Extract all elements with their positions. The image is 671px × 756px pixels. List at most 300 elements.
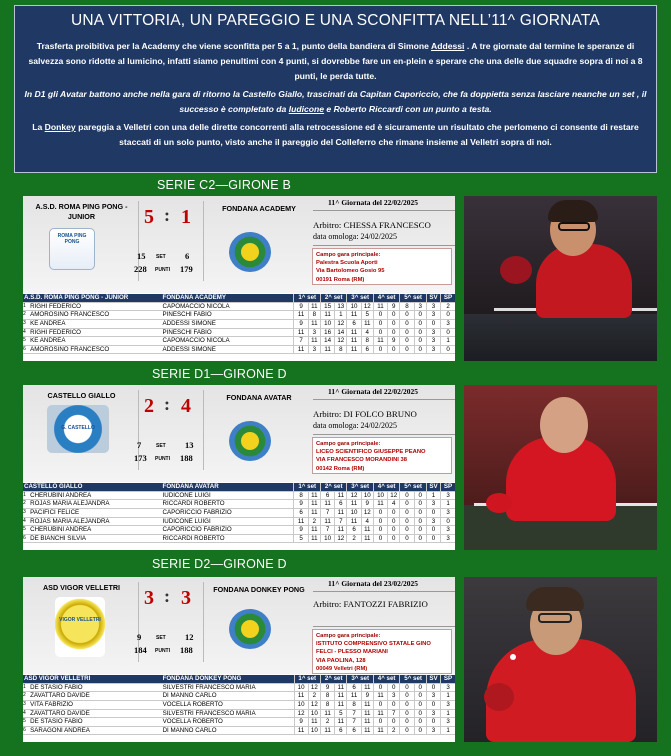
set-score: 8	[320, 692, 334, 701]
set-score: 0	[400, 692, 414, 701]
set-score: 0	[414, 508, 426, 517]
set-score: 14	[320, 337, 334, 346]
set-score: 8	[320, 700, 334, 709]
set-score: 11	[361, 319, 373, 328]
set-score: 6	[347, 726, 361, 735]
set-score: 0	[373, 517, 387, 526]
sets-won: 0	[426, 508, 440, 517]
set-score: 8	[347, 700, 361, 709]
home-player: DE BIANCHI SILVIA	[29, 534, 161, 543]
sets-lost: 3	[441, 526, 455, 535]
set-score: 10	[320, 319, 334, 328]
set-score: 11	[294, 345, 308, 354]
row-index: 5	[23, 337, 29, 346]
page-title: UNA VITTORIA, UN PAREGGIO E UNA SCONFITTA NELL’11^ GIORNATA	[71, 12, 600, 29]
sets-lost: 3	[441, 508, 455, 517]
col-away-team: FONDANA DONKEY PONG	[162, 675, 294, 683]
col-away-team: FONDANA AVATAR	[162, 483, 294, 491]
venue-line: 00049 Velletri (RM)	[316, 665, 368, 672]
set-score: 11	[361, 709, 373, 718]
sets-lost: 1	[441, 337, 455, 346]
set-score: 0	[388, 534, 400, 543]
away-player: IUDICONE LUIGI	[162, 517, 294, 526]
set-score: 8	[335, 345, 347, 354]
set-score: 6	[320, 491, 334, 500]
col-header: 1^ set	[294, 675, 320, 683]
set-score: 0	[373, 345, 387, 354]
set-score: 9	[320, 683, 334, 692]
sets-lost: 1	[441, 500, 455, 509]
match-card	[23, 385, 455, 550]
set-score: 6	[347, 683, 361, 692]
col-away-team: FONDANA ACADEMY	[162, 294, 294, 302]
set-score: 0	[400, 534, 414, 543]
set-score: 11	[373, 500, 387, 509]
table-row	[23, 337, 455, 346]
sets-won: 0	[426, 700, 440, 709]
set-score: 0	[388, 508, 400, 517]
row-index: 2	[23, 500, 29, 509]
col-header: 1^ set	[294, 483, 320, 491]
set-score: 11	[335, 491, 347, 500]
row-index: 1	[23, 302, 29, 311]
row-index: 3	[23, 700, 29, 709]
table-header	[23, 483, 455, 491]
away-player: CAPORICCIO FABRIZIO	[162, 526, 294, 535]
away-player: CAPOMACCIO NICOLA	[162, 337, 294, 346]
set-score: 11	[373, 337, 387, 346]
set-score: 0	[373, 328, 387, 337]
set-score: 0	[388, 328, 400, 337]
set-score: 0	[400, 526, 414, 535]
results-table	[23, 483, 455, 543]
table-row	[23, 508, 455, 517]
col-header: 3^ set	[347, 675, 373, 683]
sets-lost: 3	[441, 534, 455, 543]
set-score: 4	[388, 500, 400, 509]
set-score: 0	[414, 319, 426, 328]
away-player: ADDESSI SIMONE	[162, 345, 294, 354]
set-score: 3	[388, 692, 400, 701]
row-index: 1	[23, 491, 29, 500]
punti-label: PUNTI	[155, 267, 170, 273]
sets-won: 3	[426, 726, 440, 735]
referee: Arbitro: FANTOZZI FABRIZIO	[313, 599, 428, 609]
home-player: ZAVATTARO DAVIDE	[29, 692, 161, 701]
away-player: DI MANNO CARLO	[162, 692, 294, 701]
player-photo	[464, 577, 657, 742]
set-score: 11	[320, 726, 334, 735]
home-player: KE ANDREA	[29, 319, 161, 328]
away-score: 4	[181, 395, 191, 417]
row-index: 2	[23, 692, 29, 701]
set-score: 7	[335, 517, 347, 526]
sets-won: 3	[426, 709, 440, 718]
row-index: 4	[23, 328, 29, 337]
set-score: 0	[388, 345, 400, 354]
away-score: 3	[181, 587, 191, 609]
col-header: 3^ set	[347, 483, 373, 491]
set-score: 5	[294, 534, 308, 543]
away-player: SILVESTRI FRANCESCO MARIA	[162, 709, 294, 718]
set-score: 8	[400, 302, 414, 311]
set-score: 12	[294, 709, 308, 718]
set-score: 0	[414, 311, 426, 320]
row-index: 3	[23, 508, 29, 517]
set-score: 11	[294, 517, 308, 526]
sets-lost: 3	[441, 683, 455, 692]
set-score: 0	[400, 508, 414, 517]
away-sets: 13	[185, 440, 194, 450]
set-score: 0	[388, 517, 400, 526]
set-score: 11	[320, 709, 334, 718]
set-score: 11	[308, 718, 320, 727]
table-row	[23, 517, 455, 526]
match-summary	[23, 385, 455, 482]
col-header: SV	[426, 483, 440, 491]
col-header: 2^ set	[320, 483, 346, 491]
away-logo	[229, 421, 271, 461]
venue-label: Campo gara principale:	[316, 441, 381, 447]
set-score: 11	[335, 700, 347, 709]
row-index: 2	[23, 311, 29, 320]
set-score: 7	[320, 526, 334, 535]
away-team-name: FONDANA AVATAR	[226, 393, 292, 402]
sets-lost: 1	[441, 726, 455, 735]
set-score: 12	[308, 683, 320, 692]
set-score: 0	[373, 319, 387, 328]
set-score: 11	[320, 500, 334, 509]
set-score: 9	[294, 500, 308, 509]
punti-label: PUNTI	[155, 648, 170, 654]
away-player: ADDESSI SIMONE	[162, 319, 294, 328]
home-player: ROJAS MARIA ALEJANDRA	[29, 500, 161, 509]
table-row	[23, 328, 455, 337]
table-row	[23, 302, 455, 311]
set-score: 4	[361, 328, 373, 337]
set-score: 11	[335, 718, 347, 727]
set-score: 1	[335, 311, 347, 320]
set-score: 9	[361, 692, 373, 701]
sets-won: 3	[426, 302, 440, 311]
col-header: 5^ set	[400, 675, 426, 683]
col-header: SP	[441, 294, 455, 302]
set-score: 9	[294, 526, 308, 535]
set-label: SET	[156, 443, 166, 449]
row-index: 4	[23, 709, 29, 718]
set-score: 0	[373, 526, 387, 535]
sets-lost: 1	[441, 709, 455, 718]
away-team-name: FONDANA ACADEMY	[222, 204, 296, 213]
set-score: 0	[400, 337, 414, 346]
set-score: 14	[335, 328, 347, 337]
set-score: 9	[388, 337, 400, 346]
set-score: 0	[400, 345, 414, 354]
home-team-name: A.S.D. ROMA PING PONG - JUNIOR	[35, 202, 128, 221]
set-score: 12	[335, 337, 347, 346]
set-score: 0	[400, 718, 414, 727]
sets-lost: 2	[441, 302, 455, 311]
set-score: 0	[373, 718, 387, 727]
set-score: 6	[361, 345, 373, 354]
set-score: 10	[347, 508, 361, 517]
home-team-name: ASD VIGOR VELLETRI	[42, 583, 121, 592]
home-points: 184	[134, 645, 147, 655]
home-sets: 7	[137, 440, 142, 450]
home-player: ZAVATTARO DAVIDE	[29, 709, 161, 718]
set-score: 11	[373, 709, 387, 718]
sets-won: 3	[426, 328, 440, 337]
col-header: 5^ set	[400, 483, 426, 491]
set-score: 7	[347, 718, 361, 727]
set-score: 11	[294, 692, 308, 701]
home-logo: ROMA PING PONG	[49, 228, 95, 270]
results-table	[23, 294, 455, 354]
set-label: SET	[156, 254, 166, 260]
venue-box	[312, 629, 452, 674]
home-team-name: CASTELLO GIALLO	[47, 391, 116, 400]
set-score: 11	[308, 319, 320, 328]
col-header: SV	[426, 675, 440, 683]
home-player: AMOROSINO FRANCESCO	[29, 311, 161, 320]
away-score: 1	[181, 206, 191, 228]
col-home-team: ASD VIGOR VELLETRI	[23, 675, 162, 683]
table-header	[23, 294, 455, 302]
set-score: 9	[294, 718, 308, 727]
venue-label: Campo gara principale:	[316, 252, 381, 258]
set-score: 11	[320, 311, 334, 320]
set-score: 11	[320, 345, 334, 354]
sets-lost: 0	[441, 328, 455, 337]
set-score: 0	[400, 726, 414, 735]
home-player: ROJAS MARIA ALEJANDRA	[29, 517, 161, 526]
set-score: 0	[388, 700, 400, 709]
home-score: 5	[144, 206, 154, 228]
set-score: 0	[414, 726, 426, 735]
set-score: 12	[361, 508, 373, 517]
referee: Arbitro: CHESSA FRANCESCO	[313, 220, 431, 230]
row-index: 3	[23, 319, 29, 328]
set-score: 0	[388, 526, 400, 535]
match-summary	[23, 196, 455, 293]
away-player: SILVESTRI FRANCESCO MARIA	[162, 683, 294, 692]
score-separator: :	[164, 394, 170, 414]
away-points: 179	[180, 264, 193, 274]
table-row	[23, 319, 455, 328]
table-row	[23, 526, 455, 535]
away-sets: 6	[185, 251, 190, 261]
set-score: 0	[414, 683, 426, 692]
col-home-team: A.S.D. ROMA PING PONG - JUNIOR	[23, 294, 162, 302]
set-score: 10	[373, 491, 387, 500]
away-player: IUDICONE LUIGI	[162, 491, 294, 500]
set-score: 11	[347, 337, 361, 346]
set-score: 3	[308, 345, 320, 354]
set-score: 5	[335, 709, 347, 718]
home-player: RIGHI FEDERICO	[29, 328, 161, 337]
set-score: 0	[414, 534, 426, 543]
set-score: 8	[308, 311, 320, 320]
set-score: 5	[361, 311, 373, 320]
away-player: CAPOMACCIO NICOLA	[162, 302, 294, 311]
col-header: 4^ set	[373, 483, 399, 491]
set-score: 11	[308, 302, 320, 311]
set-score: 3	[308, 328, 320, 337]
set-score: 11	[361, 534, 373, 543]
table-row	[23, 692, 455, 701]
match-card	[23, 577, 455, 742]
set-score: 7	[347, 709, 361, 718]
sets-lost: 0	[441, 517, 455, 526]
match-card	[23, 196, 455, 361]
set-score: 11	[308, 508, 320, 517]
home-player: RIGHI FEDERICO	[29, 302, 161, 311]
set-score: 0	[373, 534, 387, 543]
set-score: 0	[373, 683, 387, 692]
set-score: 11	[308, 491, 320, 500]
set-score: 7	[320, 508, 334, 517]
away-player: PINESCHI FABIO	[162, 328, 294, 337]
away-points: 188	[180, 645, 193, 655]
set-score: 0	[414, 700, 426, 709]
set-score: 11	[373, 726, 387, 735]
row-index: 6	[23, 345, 29, 354]
set-score: 12	[361, 302, 373, 311]
set-score: 0	[388, 683, 400, 692]
sets-won: 1	[426, 491, 440, 500]
venue-line: ISTITUTO COMPRENSIVO STATALE GINO	[316, 641, 431, 648]
set-score: 11	[335, 526, 347, 535]
venue-line: VIA PAOLINA, 128	[316, 657, 366, 664]
col-header: SP	[441, 483, 455, 491]
table-row	[23, 534, 455, 543]
set-score: 11	[308, 526, 320, 535]
punti-label: PUNTI	[155, 456, 170, 462]
away-sets: 12	[185, 632, 194, 642]
set-score: 4	[361, 517, 373, 526]
set-score: 11	[361, 683, 373, 692]
section-title: SERIE D2—GIRONE D	[152, 557, 287, 571]
section-title: SERIE D1—GIRONE D	[152, 367, 287, 381]
home-player: DE STASIO FABIO	[29, 718, 161, 727]
paragraph-c2: Trasferta proibitiva per la Academy che viene sconfitta per 5 a 1, punto della bandiera di Simone Addessi . A tre giornate dal termine le speranze di salvezza sono ridotte al lumicino, infatti siamo penultimi con 4 punti, si dovrebbe fare un en-plein e sperare che una delle due squadre sopra di noi a 8 punti, le perda tutte.	[28, 41, 643, 81]
set-score: 2	[388, 726, 400, 735]
set-score: 2	[320, 718, 334, 727]
player-photo	[464, 196, 657, 361]
set-score: 10	[294, 700, 308, 709]
set-score: 12	[335, 534, 347, 543]
away-logo	[229, 609, 271, 649]
set-score: 0	[400, 517, 414, 526]
sets-won: 3	[426, 500, 440, 509]
venue-line: LICEO SCIENTIFICO GIUSEPPE PEANO	[316, 449, 426, 456]
row-index: 6	[23, 726, 29, 735]
col-header: SV	[426, 294, 440, 302]
sets-won: 3	[426, 345, 440, 354]
table-row	[23, 726, 455, 735]
set-score: 0	[414, 718, 426, 727]
set-score: 0	[400, 311, 414, 320]
home-points: 228	[134, 264, 147, 274]
set-score: 16	[320, 328, 334, 337]
set-score: 8	[361, 337, 373, 346]
table-header	[23, 675, 455, 683]
venue-box	[312, 437, 452, 474]
sets-won: 0	[426, 718, 440, 727]
player-photo	[464, 385, 657, 550]
set-score: 6	[335, 726, 347, 735]
col-header: 5^ set	[400, 294, 426, 302]
sets-won: 3	[426, 337, 440, 346]
set-score: 6	[347, 526, 361, 535]
set-score: 0	[400, 500, 414, 509]
venue-line: Via Bartolomeo Gosio 95	[316, 268, 385, 275]
set-score: 10	[294, 683, 308, 692]
home-player: AMOROSINO FRANCESCO	[29, 345, 161, 354]
omologa-date: data omologa: 24/02/2025	[313, 232, 397, 241]
set-score: 11	[294, 311, 308, 320]
set-score: 0	[414, 328, 426, 337]
set-score: 0	[414, 526, 426, 535]
sets-lost: 3	[441, 718, 455, 727]
set-score: 11	[335, 508, 347, 517]
home-sets: 9	[137, 632, 142, 642]
set-score: 0	[388, 311, 400, 320]
set-score: 11	[308, 534, 320, 543]
set-score: 11	[347, 345, 361, 354]
away-logo	[229, 232, 271, 272]
set-score: 12	[335, 319, 347, 328]
set-score: 11	[347, 311, 361, 320]
table-row	[23, 718, 455, 727]
section-title: SERIE C2—GIRONE B	[157, 178, 291, 192]
set-score: 15	[320, 302, 334, 311]
set-score: 2	[347, 534, 361, 543]
paragraph-d2: La Donkey pareggia a Velletri con una delle dirette concorrenti alla retrocessione ed è sicuramente un risultato che perlomeno ci consente di restare staccati di un solo punto, visto anche il pareggio del Colleferro che rimane insieme al Velletri sopra di noi.	[32, 122, 639, 147]
col-header: SP	[441, 675, 455, 683]
omologa-date: data omologa: 24/02/2025	[313, 421, 397, 430]
set-score: 9	[294, 319, 308, 328]
giornata-date: 11^ Giornata del 23/02/2025	[328, 579, 418, 588]
col-header: 3^ set	[347, 294, 373, 302]
set-score: 0	[400, 328, 414, 337]
venue-box	[312, 248, 452, 285]
sets-lost: 3	[441, 319, 455, 328]
sets-lost: 3	[441, 491, 455, 500]
set-score: 0	[414, 491, 426, 500]
table-row	[23, 500, 455, 509]
table-row	[23, 345, 455, 354]
set-score: 11	[308, 337, 320, 346]
venue-line: VIA FRANCESCO MORANDINI 38	[316, 457, 407, 464]
set-score: 2	[308, 692, 320, 701]
table-row	[23, 491, 455, 500]
away-player: RICCARDI ROBERTO	[162, 500, 294, 509]
set-score: 0	[414, 345, 426, 354]
score-separator: :	[164, 205, 170, 225]
home-player: PACIFICI FELICE	[29, 508, 161, 517]
set-score: 12	[347, 491, 361, 500]
set-score: 11	[361, 700, 373, 709]
set-score: 2	[308, 517, 320, 526]
row-index: 1	[23, 683, 29, 692]
set-score: 10	[308, 726, 320, 735]
set-score: 7	[388, 709, 400, 718]
away-team-name: FONDANA DONKEY PONG	[213, 585, 305, 594]
venue-line: 00191 Roma (RM)	[316, 276, 365, 283]
set-score: 0	[414, 337, 426, 346]
set-score: 10	[361, 491, 373, 500]
